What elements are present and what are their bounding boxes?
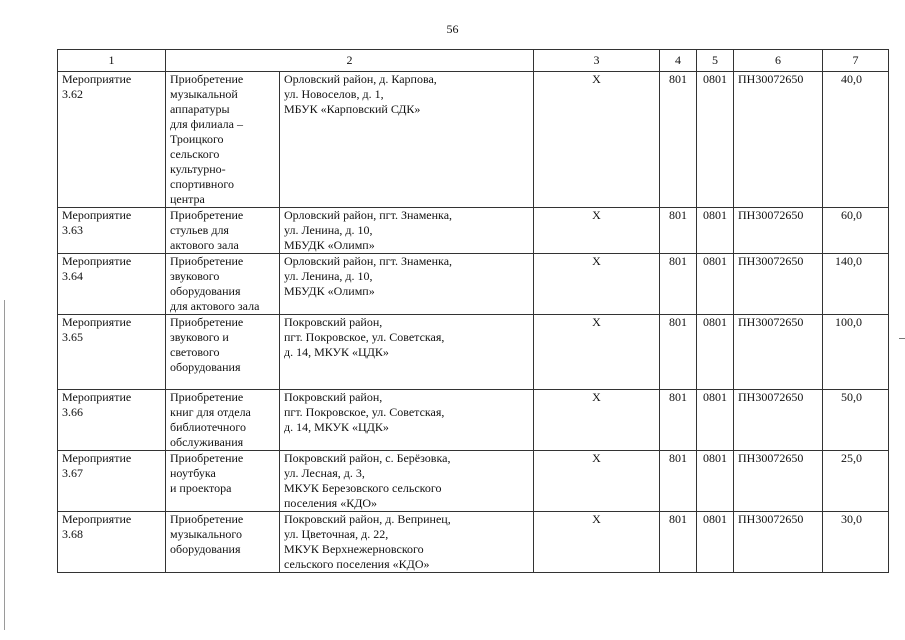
description-cell: Приобретение стульев для актового зала: [166, 208, 280, 254]
target-code-cell: ПН30072650: [734, 390, 823, 451]
event-cell: Мероприятие 3.63: [58, 208, 166, 254]
address-cell: Покровский район, пгт. Покровское, ул. Советская, д. 14, МКУК «ЦДК»: [280, 390, 534, 451]
scan-edge-line: [4, 300, 5, 630]
target-code-cell: ПН30072650: [734, 315, 823, 390]
target-code-cell: ПН30072650: [734, 208, 823, 254]
mark-cell: Х: [534, 208, 660, 254]
address-cell: Орловский район, пгт. Знаменка, ул. Ленина, д. 10, МБУДК «Олимп»: [280, 208, 534, 254]
code1-cell: 801: [660, 208, 697, 254]
table-row: [58, 208, 889, 254]
code1-cell: 801: [660, 512, 697, 573]
amount-cell: 50,0: [823, 390, 889, 451]
target-code-cell: ПН30072650: [734, 254, 823, 315]
code1-cell: 801: [660, 390, 697, 451]
mark-cell: Х: [534, 72, 660, 208]
code2-cell: 0801: [697, 315, 734, 390]
event-cell: Мероприятие 3.64: [58, 254, 166, 315]
address-cell: Орловский район, пгт. Знаменка, ул. Ленина, д. 10, МБУДК «Олимп»: [280, 254, 534, 315]
table-row: [58, 512, 889, 573]
event-cell: Мероприятие 3.66: [58, 390, 166, 451]
event-cell: Мероприятие 3.65: [58, 315, 166, 390]
amount-cell: 30,0: [823, 512, 889, 573]
event-cell: Мероприятие 3.62: [58, 72, 166, 208]
header-row: [58, 50, 889, 72]
description-cell: Приобретение звукового и светового оборудования: [166, 315, 280, 390]
header-col-7: 7: [823, 50, 889, 72]
description-cell: Приобретение звукового оборудования для актового зала: [166, 254, 280, 315]
description-cell: Приобретение ноутбука и проектора: [166, 451, 280, 512]
amount-cell: 140,0: [823, 254, 889, 315]
page-number: 56: [446, 22, 459, 36]
mark-cell: Х: [534, 512, 660, 573]
table-row: [58, 72, 889, 208]
table-row: [58, 254, 889, 315]
address-cell: Покровский район, с. Берёзовка, ул. Лесная, д. 3, МКУК Березовского сельского поселения «КДО»: [280, 451, 534, 512]
margin-mark: [899, 338, 905, 339]
target-code-cell: ПН30072650: [734, 72, 823, 208]
code2-cell: 0801: [697, 254, 734, 315]
table-row: [58, 315, 889, 390]
mark-cell: Х: [534, 451, 660, 512]
mark-cell: Х: [534, 315, 660, 390]
mark-cell: Х: [534, 390, 660, 451]
header-col-3: 3: [534, 50, 660, 72]
description-cell: Приобретение музыкальной аппаратуры для филиала – Троицкого сельского культурно- спортивного центра: [166, 72, 280, 208]
header-col-2: 2: [166, 50, 534, 72]
header-col-5: 5: [697, 50, 734, 72]
code2-cell: 0801: [697, 208, 734, 254]
table-row: [58, 390, 889, 451]
address-cell: Покровский район, д. Вепринец, ул. Цветочная, д. 22, МКУК Верхнежерновского сельского поселения «КДО»: [280, 512, 534, 573]
description-cell: Приобретение книг для отдела библиотечного обслуживания: [166, 390, 280, 451]
amount-cell: 100,0: [823, 315, 889, 390]
description-cell: Приобретение музыкального оборудования: [166, 512, 280, 573]
code2-cell: 0801: [697, 390, 734, 451]
target-code-cell: ПН30072650: [734, 451, 823, 512]
code1-cell: 801: [660, 254, 697, 315]
table-row: [58, 451, 889, 512]
code2-cell: 0801: [697, 72, 734, 208]
code1-cell: 801: [660, 451, 697, 512]
event-cell: Мероприятие 3.68: [58, 512, 166, 573]
header-col-6: 6: [734, 50, 823, 72]
code1-cell: 801: [660, 315, 697, 390]
budget-table: [57, 49, 889, 573]
code2-cell: 0801: [697, 451, 734, 512]
event-cell: Мероприятие 3.67: [58, 451, 166, 512]
amount-cell: 40,0: [823, 72, 889, 208]
address-cell: Орловский район, д. Карпова, ул. Новоселов, д. 1, МБУК «Карповский СДК»: [280, 72, 534, 208]
header-col-1: 1: [58, 50, 166, 72]
amount-cell: 25,0: [823, 451, 889, 512]
address-cell: Покровский район, пгт. Покровское, ул. Советская, д. 14, МКУК «ЦДК»: [280, 315, 534, 390]
code1-cell: 801: [660, 72, 697, 208]
amount-cell: 60,0: [823, 208, 889, 254]
target-code-cell: ПН30072650: [734, 512, 823, 573]
mark-cell: Х: [534, 254, 660, 315]
code2-cell: 0801: [697, 512, 734, 573]
header-col-4: 4: [660, 50, 697, 72]
